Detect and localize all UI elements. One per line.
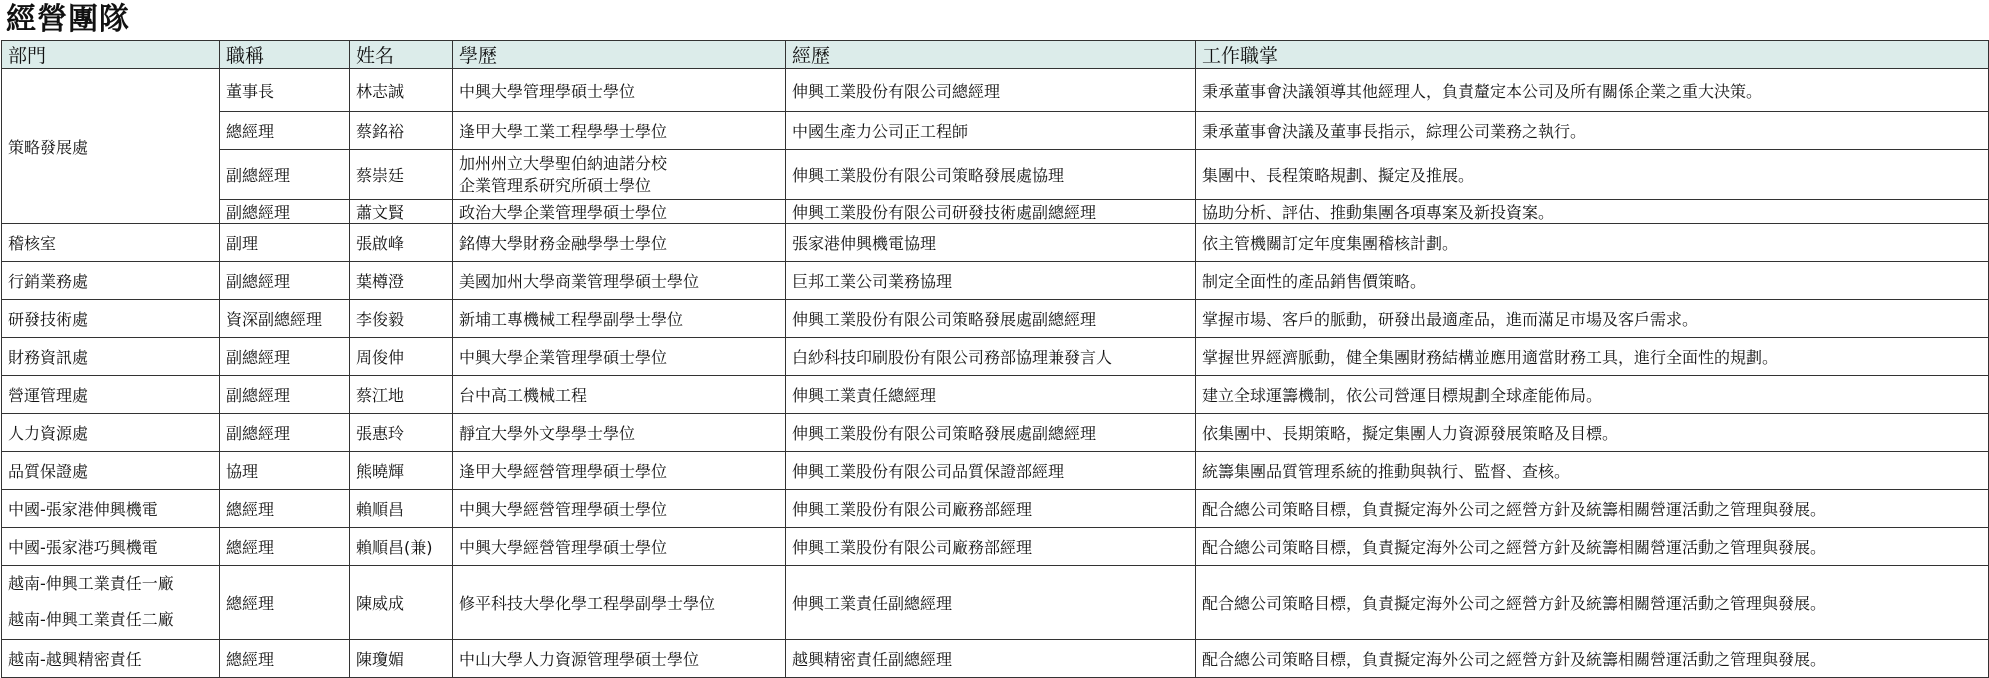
column-header-department: 部門: [2, 41, 220, 69]
cell-education: 美國加州大學商業管理學碩士學位: [453, 262, 786, 300]
cell-experience: 伸興工業責任總經理: [786, 376, 1196, 414]
table-row: [2, 490, 1989, 528]
cell-duty: 秉承董事會決議領導其他經理人，負責釐定本公司及所有關係企業之重大決策。: [1196, 69, 1989, 112]
cell-department: 營運管理處: [2, 376, 220, 414]
table-row: [2, 300, 1989, 338]
cell-duty: 配合總公司策略目標，負責擬定海外公司之經營方針及統籌相關營運活動之管理與發展。: [1196, 566, 1989, 640]
cell-title: 副總經理: [220, 414, 350, 452]
cell-duty: 建立全球運籌機制，依公司營運目標規劃全球產能佈局。: [1196, 376, 1989, 414]
cell-title: 協理: [220, 452, 350, 490]
cell-name: 蔡崇廷: [350, 150, 453, 200]
cell-title: 總經理: [220, 640, 350, 678]
cell-education: 中興大學管理學碩士學位: [453, 69, 786, 112]
education-line-1: 加州州立大學聖伯納迪諾分校: [459, 153, 668, 173]
cell-name: 蕭文賢: [350, 200, 453, 224]
cell-experience: 伸興工業股份有限公司策略發展處協理: [786, 150, 1196, 200]
cell-duty: 制定全面性的產品銷售價策略。: [1196, 262, 1989, 300]
cell-education: 中山大學人力資源管理學碩士學位: [453, 640, 786, 678]
cell-name: 蔡江地: [350, 376, 453, 414]
column-header-education: 學歷: [453, 41, 786, 69]
cell-title: 總經理: [220, 566, 350, 640]
cell-experience: 中國生產力公司正工程師: [786, 112, 1196, 150]
cell-name: 陳瓊媚: [350, 640, 453, 678]
cell-education: 中興大學經營管理學碩士學位: [453, 528, 786, 566]
cell-education: 靜宜大學外文學學士學位: [453, 414, 786, 452]
cell-department: 稽核室: [2, 224, 220, 262]
cell-education: 中興大學企業管理學碩士學位: [453, 338, 786, 376]
cell-education: 逢甲大學工業工程學學士學位: [453, 112, 786, 150]
cell-name: 熊曉輝: [350, 452, 453, 490]
cell-title: 總經理: [220, 490, 350, 528]
column-header-title: 職稱: [220, 41, 350, 69]
education-line-2: 企業管理系研究所碩士學位: [459, 175, 652, 195]
cell-duty: 掌握市場、客戶的脈動，研發出最適產品，進而滿足市場及客戶需求。: [1196, 300, 1989, 338]
cell-education: 修平科技大學化學工程學副學士學位: [453, 566, 786, 640]
cell-duty: 協助分析、評估、推動集團各項專案及新投資案。: [1196, 200, 1989, 224]
cell-education: 台中高工機械工程: [453, 376, 786, 414]
cell-name: 李俊毅: [350, 300, 453, 338]
table-row: [2, 452, 1989, 490]
cell-duty: 配合總公司策略目標，負責擬定海外公司之經營方針及統籌相關營運活動之管理與發展。: [1196, 528, 1989, 566]
cell-name: 張啟峰: [350, 224, 453, 262]
cell-department: 人力資源處: [2, 414, 220, 452]
cell-department: 品質保證處: [2, 452, 220, 490]
cell-title: 資深副總經理: [220, 300, 350, 338]
cell-department: 財務資訊處: [2, 338, 220, 376]
page-title: 經營團隊: [6, 2, 130, 37]
cell-name: 賴順昌: [350, 490, 453, 528]
cell-experience: 白紗科技印刷股份有限公司務部協理兼發言人: [786, 338, 1196, 376]
cell-experience: 伸興工業股份有限公司策略發展處副總經理: [786, 300, 1196, 338]
cell-title: 總經理: [220, 112, 350, 150]
column-header-name: 姓名: [350, 41, 453, 69]
cell-duty: 配合總公司策略目標，負責擬定海外公司之經營方針及統籌相關營運活動之管理與發展。: [1196, 490, 1989, 528]
cell-experience: 伸興工業股份有限公司廠務部經理: [786, 490, 1196, 528]
cell-department: 中國-張家港伸興機電: [2, 490, 220, 528]
table-row: [2, 200, 1989, 224]
cell-duty: 依集團中、長期策略，擬定集團人力資源發展策略及目標。: [1196, 414, 1989, 452]
cell-duty: 集團中、長程策略規劃、擬定及推展。: [1196, 150, 1989, 200]
cell-experience: 伸興工業股份有限公司品質保證部經理: [786, 452, 1196, 490]
cell-experience: 伸興工業股份有限公司策略發展處副總經理: [786, 414, 1196, 452]
cell-title: 董事長: [220, 69, 350, 112]
cell-education: 政治大學企業管理學碩士學位: [453, 200, 786, 224]
cell-experience: 伸興工業股份有限公司研發技術處副總經理: [786, 200, 1196, 224]
cell-name: 蔡銘裕: [350, 112, 453, 150]
cell-name: 賴順昌(兼): [350, 528, 453, 566]
table-row: [2, 69, 1989, 112]
cell-title: 副總經理: [220, 262, 350, 300]
column-header-experience: 經歷: [786, 41, 1196, 69]
table-row: [2, 224, 1989, 262]
cell-experience: 伸興工業股份有限公司廠務部經理: [786, 528, 1196, 566]
cell-department: 策略發展處: [2, 69, 220, 224]
cell-department: 行銷業務處: [2, 262, 220, 300]
table-row: [2, 414, 1989, 452]
cell-education: 中興大學經營管理學碩士學位: [453, 490, 786, 528]
cell-experience: 伸興工業股份有限公司總經理: [786, 69, 1196, 112]
cell-education: 逢甲大學經營管理學碩士學位: [453, 452, 786, 490]
cell-name: 張惠玲: [350, 414, 453, 452]
cell-experience: 張家港伸興機電協理: [786, 224, 1196, 262]
cell-name: 林志誠: [350, 69, 453, 112]
cell-duty: 秉承董事會決議及董事長指示，綜理公司業務之執行。: [1196, 112, 1989, 150]
cell-title: 副理: [220, 224, 350, 262]
cell-duty: 掌握世界經濟脈動，健全集團財務結構並應用適當財務工具，進行全面性的規劃。: [1196, 338, 1989, 376]
cell-department: 越南-越興精密責任: [2, 640, 220, 678]
cell-experience: 越興精密責任副總經理: [786, 640, 1196, 678]
cell-name: 周俊伸: [350, 338, 453, 376]
cell-duty: 統籌集團品質管理系統的推動與執行、監督、查核。: [1196, 452, 1989, 490]
cell-experience: 巨邦工業公司業務協理: [786, 262, 1196, 300]
cell-department: 中國-張家港巧興機電: [2, 528, 220, 566]
table-header-row: [2, 41, 1989, 69]
cell-education: 新埔工專機械工程學副學士學位: [453, 300, 786, 338]
cell-duty: 依主管機關訂定年度集團稽核計劃。: [1196, 224, 1989, 262]
table-row: [2, 338, 1989, 376]
department-line-2: 越南-伸興工業責任二廠: [8, 610, 174, 629]
cell-education: [453, 150, 786, 200]
department-line-1: 越南-伸興工業責任一廠: [8, 574, 174, 593]
cell-name: 葉樽澄: [350, 262, 453, 300]
cell-experience: 伸興工業責任副總經理: [786, 566, 1196, 640]
cell-duty: 配合總公司策略目標，負責擬定海外公司之經營方針及統籌相關營運活動之管理與發展。: [1196, 640, 1989, 678]
cell-title: 副總經理: [220, 338, 350, 376]
table-row: [2, 528, 1989, 566]
column-header-duties: 工作職掌: [1196, 41, 1989, 69]
table-row: [2, 262, 1989, 300]
management-team-table: [1, 40, 1989, 678]
table-row: [2, 150, 1989, 200]
cell-title: 副總經理: [220, 200, 350, 224]
cell-department: 研發技術處: [2, 300, 220, 338]
cell-name: 陳威成: [350, 566, 453, 640]
table-row: [2, 566, 1989, 640]
table-row: [2, 112, 1989, 150]
cell-title: 副總經理: [220, 376, 350, 414]
cell-education: 銘傳大學財務金融學學士學位: [453, 224, 786, 262]
table-row: [2, 376, 1989, 414]
cell-title: 總經理: [220, 528, 350, 566]
cell-department: [2, 566, 220, 640]
table-row: [2, 640, 1989, 678]
cell-title: 副總經理: [220, 150, 350, 200]
